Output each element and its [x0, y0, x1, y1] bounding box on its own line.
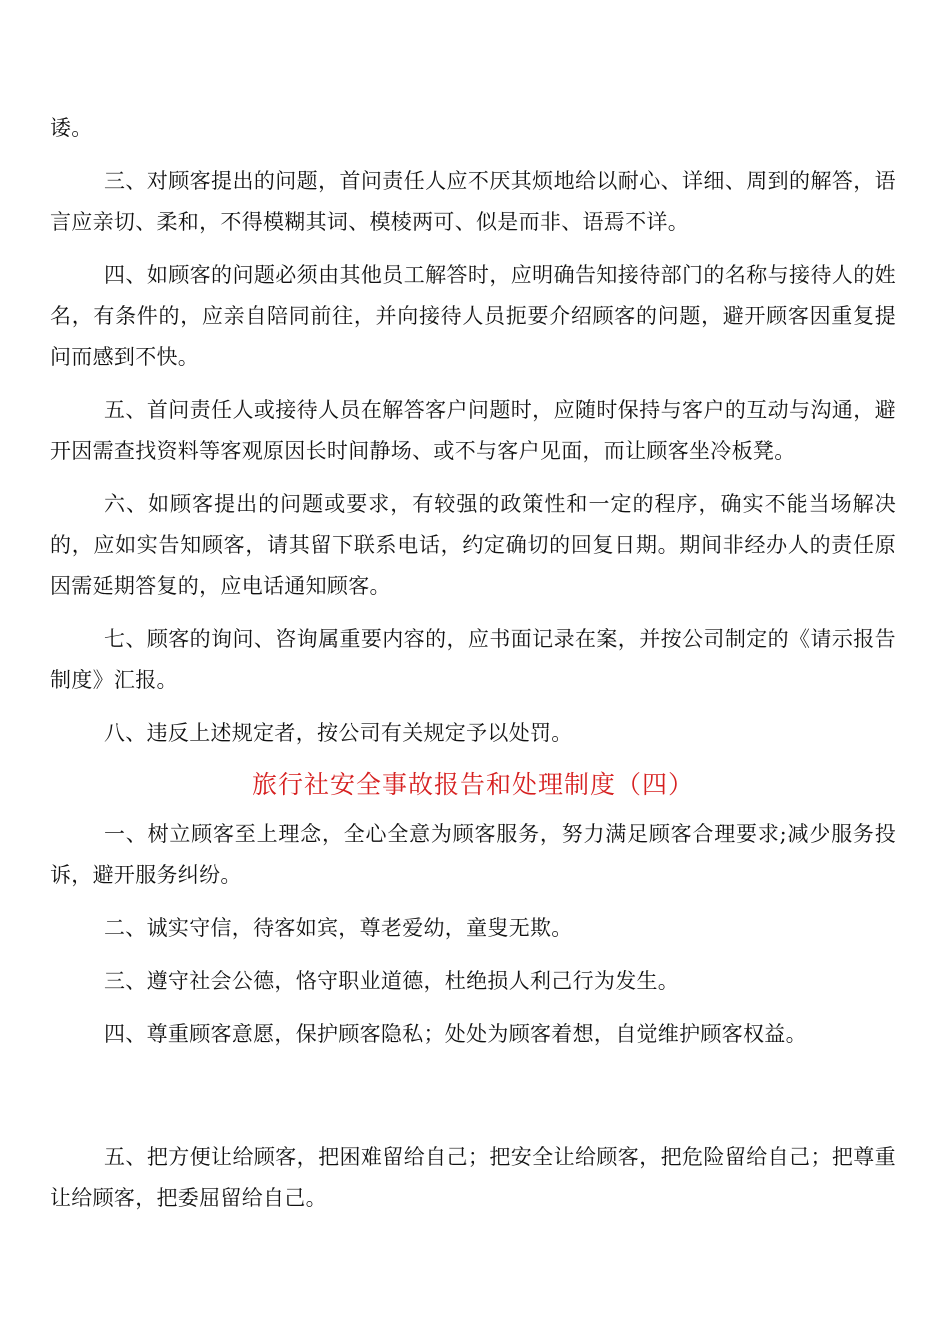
paragraph-item-5: 五、首问责任人或接待人员在解答客户问题时，应随时保持与客户的互动与沟通，避开因需查找资料等客观原因长时间静场、或不与客户见面，而让顾客坐冷板凳。 — [50, 398, 896, 463]
rule-item-2: 二、诚实守信，待客如宾，尊老爱幼，童叟无欺。 — [104, 916, 573, 940]
document-body — [50, 108, 896, 1231]
section-title: 旅行社安全事故报告和处理制度（四） — [251, 770, 694, 799]
paragraph-item-3: 三、对顾客提出的问题，首问责任人应不厌其烦地给以耐心、详细、周到的解答，语言应亲切、柔和，不得模糊其词、模棱两可、似是而非、语焉不详。 — [50, 169, 896, 234]
blank-gap — [50, 1067, 896, 1137]
rule-item-1: 一、树立顾客至上理念，全心全意为顾客服务，努力满足顾客合理要求;减少服务投诉，避开服务纠纷。 — [50, 822, 896, 887]
rule-item-4: 四、尊重顾客意愿，保护顾客隐私；处处为顾客着想，自觉维护顾客权益。 — [104, 1022, 807, 1046]
paragraph-continuation: 诿。 — [50, 116, 93, 140]
paragraph-item-8: 八、违反上述规定者，按公司有关规定予以处罚。 — [104, 721, 573, 745]
rule-item-3: 三、遵守社会公德，恪守职业道德，杜绝损人利己行为发生。 — [104, 969, 680, 993]
paragraph-item-7: 七、顾客的询问、咨询属重要内容的，应书面记录在案，并按公司制定的《请示报告制度》汇报。 — [50, 627, 896, 692]
paragraph-item-6: 六、如顾客提出的问题或要求，有较强的政策性和一定的程序，确实不能当场解决的，应如实告知顾客，请其留下联系电话，约定确切的回复日期。期间非经办人的责任原因需延期答复的，应电话通知顾客。 — [50, 492, 896, 598]
rule-item-5: 五、把方便让给顾客，把困难留给自己；把安全让给顾客，把危险留给自己；把尊重让给顾客，把委屈留给自己。 — [50, 1145, 896, 1210]
paragraph-item-4: 四、如顾客的问题必须由其他员工解答时，应明确告知接待部门的名称与接待人的姓名，有条件的，应亲自陪同前往，并向接待人员扼要介绍顾客的问题，避开顾客因重复提问而感到不快。 — [50, 263, 896, 369]
